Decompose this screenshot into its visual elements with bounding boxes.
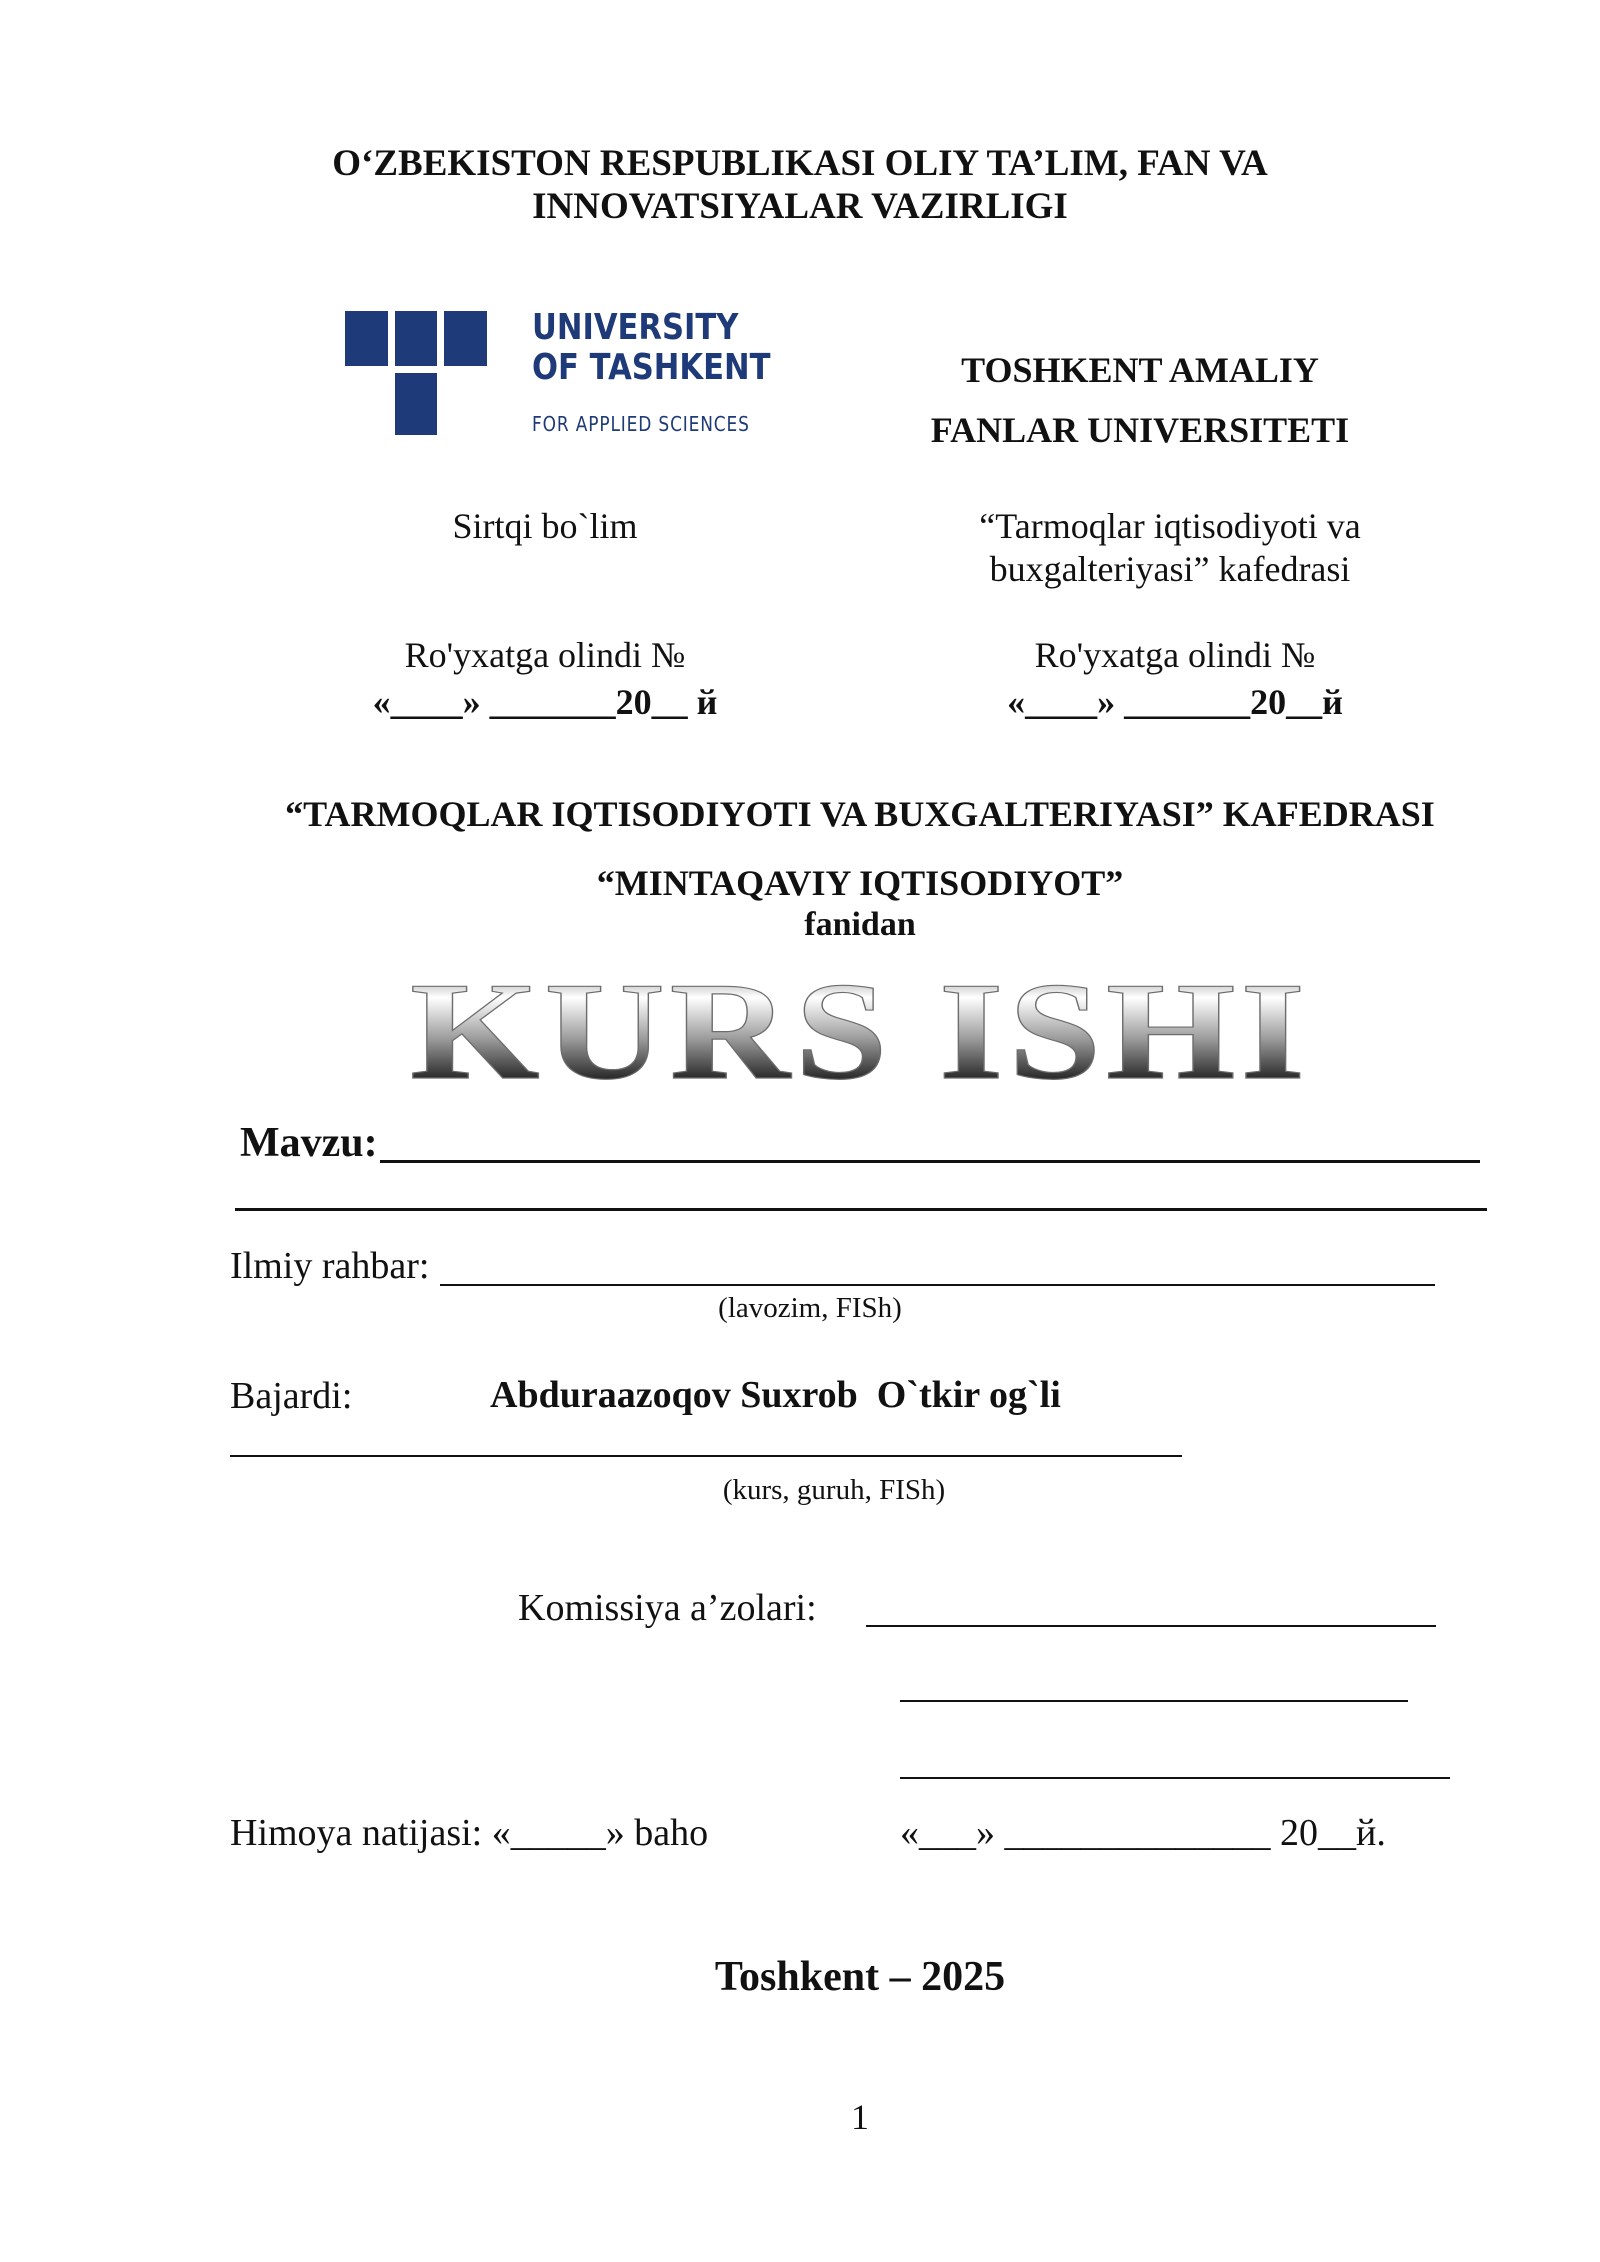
ministry-line-1: O‘ZBEKISTON RESPUBLIKASI OLIY TA’LIM, FAN VA	[332, 143, 1268, 184]
university-name	[880, 340, 1400, 460]
department-right-line-2: buxgalteriyasi” kafedrasi	[989, 549, 1351, 589]
department-right-line-1: “Tarmoqlar iqtisodiyoti va	[979, 506, 1361, 546]
bajardi-line	[230, 1455, 1182, 1457]
mavzu-line-1	[380, 1160, 1480, 1163]
registration-left-label: Ro'yxatga olindi №	[404, 635, 686, 675]
himoya-result: Himoya natijasi: «_____» baho	[230, 1812, 709, 1854]
registration-right-label: Ro'yxatga olindi №	[1034, 635, 1316, 675]
university-line-1: TOSHKENT AMALIY	[961, 350, 1319, 390]
kurs-ishi-wordart	[400, 960, 1320, 1100]
rahbar-hint: (lavozim, FISh)	[718, 1292, 902, 1324]
komissiya-line-3	[900, 1777, 1450, 1779]
logo-line-2: OF TASHKENT	[532, 347, 771, 388]
logo-tagline: FOR APPLIED SCIENCES	[532, 412, 750, 436]
komissiya-label: Komissiya a’zolari:	[518, 1587, 817, 1629]
komissiya-line-1	[866, 1625, 1436, 1627]
ministry-header	[0, 142, 1600, 228]
logo-square-3	[444, 311, 487, 366]
page-number: 1	[851, 2097, 869, 2137]
university-line-2: FANLAR UNIVERSITETI	[930, 410, 1350, 450]
mavzu-line-2	[235, 1208, 1487, 1211]
kurs-ishi-text: KURS ISHI	[410, 960, 1310, 1100]
university-logo	[345, 307, 771, 443]
rahbar-label: Ilmiy rahbar:	[230, 1245, 430, 1287]
kafedra-title: “TARMOQLAR IQTISODIYOTI VA BUXGALTERIYASI” KAFEDRASI	[285, 794, 1435, 834]
bajardi-label: Bajardi:	[230, 1375, 353, 1417]
logo-wordmark	[532, 308, 771, 388]
rahbar-line	[440, 1284, 1435, 1286]
fanidan-label: fanidan	[804, 906, 916, 943]
defense-date: «___» ______________ 20__й.	[900, 1812, 1386, 1854]
department-right	[880, 505, 1460, 591]
logo-square-4	[395, 373, 437, 435]
logo-square-2	[395, 311, 437, 366]
logo-line-1: UNIVERSITY	[532, 307, 739, 348]
student-name: Abduraazoqov Suxrob O`tkir og`li	[490, 1374, 1061, 1416]
registration-right	[935, 632, 1415, 726]
registration-left-date: «____» _______20__ й	[372, 682, 718, 722]
subject-title: “MINTAQAVIY IQTISODIYOT”	[596, 863, 1124, 903]
department-left: Sirtqi bo`lim	[452, 506, 638, 546]
ministry-line-2: INNOVATSIYALAR VAZIRLIGI	[532, 186, 1068, 227]
mavzu-label: Mavzu:	[240, 1120, 378, 1166]
logo-square-1	[345, 311, 388, 366]
komissiya-line-2	[900, 1700, 1408, 1702]
city-year: Toshkent – 2025	[714, 1954, 1006, 2000]
registration-left	[305, 632, 785, 726]
bajardi-hint: (kurs, guruh, FISh)	[722, 1474, 946, 1506]
registration-right-date: «____» _______20__й	[1007, 682, 1343, 722]
